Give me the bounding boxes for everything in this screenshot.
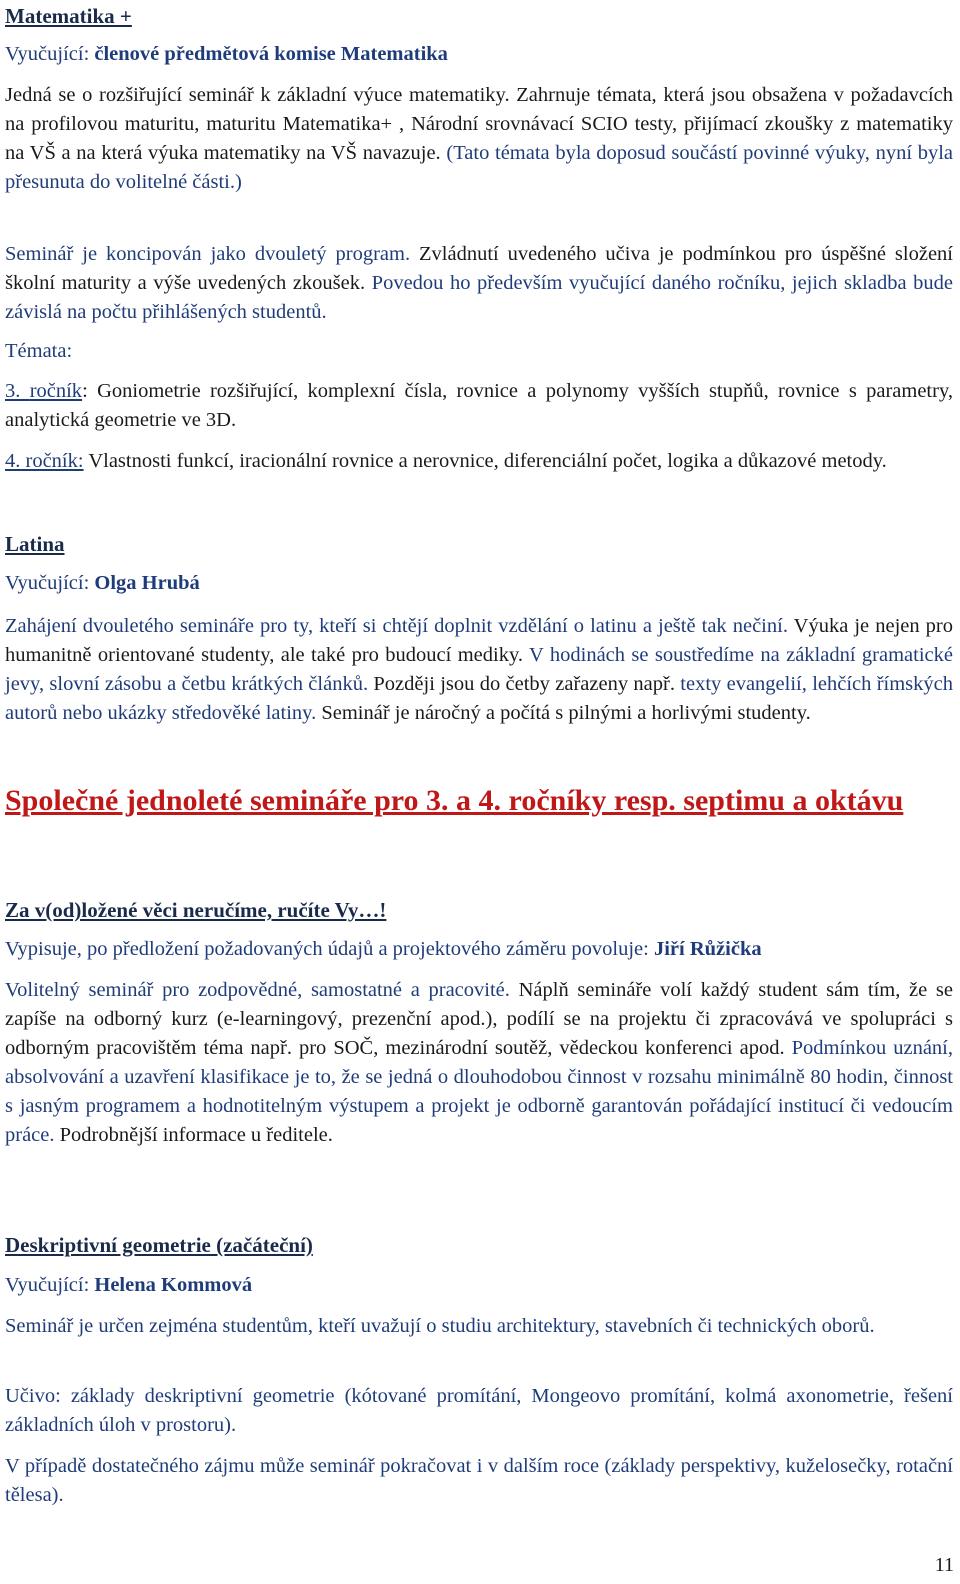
paragraph-matematika-program [5, 240, 953, 327]
text-segment: Později jsou do četby zařazeny např. [368, 673, 675, 695]
text-segment: Podmínkou uznání, absolvování a uzavření klasifikace je to, že se jedná o dlouhodobou činnost v rozsahu minimálně 80 hodin, činnost s jasným programem a hodnotitelným výstupem a projekt je odborně garantován pořádající institucí či vedoucím práce. [5, 1037, 953, 1146]
text-segment: V hodinách se soustředíme na základní gramatické jevy, slovní zásobu a četbu krátkých článků. [5, 644, 953, 695]
paragraph-projects [5, 976, 953, 1150]
paragraph-year-3 [5, 377, 953, 435]
text-segment: (Tato témata byla doposud součástí povinné výuky, nyní byla přesunuta do volitelné části.) [5, 142, 953, 193]
text-segment: 3. [5, 380, 30, 402]
text-segment: Jedná se o rozšiřující seminář k základní výuce matematiky. Zahrnuje témata, která jsou obsažena v požadavcích na profilovou maturitu, maturitu Matematika+ , Národní srovnávací SCIO testy, přijímací zkoušky z matematiky na VŠ a na která výuka matematiky na VŠ navazuje. [5, 84, 953, 164]
text-segment: texty evangelií, lehčích římských autorů nebo ukázky středověké latiny. [5, 673, 953, 724]
paragraph-descriptive-3: V případě dostatečného zájmu může seminář pokračovat i v dalším roce (základy perspektivy, kuželosečky, rotační tělesa). [5, 1455, 953, 1506]
section-heading-projects: Za v(od)ložené věci neručíme, ručíte Vy…! [5, 898, 387, 922]
issuer-name: Jiří Růžička [653, 938, 762, 960]
teacher-label: Vyučující: [5, 572, 95, 594]
section-heading-descriptive-geometry: Deskriptivní geometrie (začáteční) [5, 1233, 313, 1257]
section-heading-common-seminars: Společné jednoleté semináře pro 3. a 4. ročníky resp. septimu a oktávu [5, 784, 904, 817]
text-segment: : Goniometrie rozšiřující, komplexní čísla, rovnice a polynomy vyšších stupňů, rovnice s parametry, analytická geometrie ve 3D. [5, 380, 954, 431]
text-segment: Náplň semináře volí každý student sám tím, že se zapíše na odborný kurz (e-learningový, prezenční apod.), podílí se na projektu či zpracovává ve spolupráci s odborným pracovištěm téma např. pro SOČ, mezinárodní soutěž, vědeckou konferenci apod. [5, 979, 954, 1059]
text-segment: 4. [5, 450, 26, 472]
text-segment: Seminář je koncipován jako dvouletý program. [5, 243, 411, 265]
teacher-line-descriptive [5, 1271, 953, 1300]
text-segment: Podrobnější informace u ředitele. [54, 1124, 333, 1146]
text-segment: ročník: [25, 450, 84, 472]
teacher-name: Helena Kommová [94, 1274, 253, 1296]
text-segment: ročník [29, 380, 83, 402]
page-number: 11 [934, 1554, 954, 1576]
teacher-name: členové předmětová komise Matematika [94, 43, 448, 65]
paragraph-year-4 [5, 447, 953, 476]
section-heading-matematika: Matematika + [5, 4, 132, 28]
text-segment: Výuka je nejen pro humanitně orientované studenty, ale také pro budoucí mediky. [5, 615, 953, 666]
teacher-name: Olga Hrubá [94, 572, 200, 594]
section-heading-latina: Latina [5, 532, 65, 556]
paragraph-latina [5, 612, 953, 728]
text-segment: Vlastnosti funkcí, iracionální rovnice a nerovnice, diferenciální počet, logika a důkazové metody. [83, 450, 887, 472]
text-segment: Zvládnutí uvedeného učiva je podmínkou pro úspěšné složení školní maturity a výše uvedených zkoušek. [5, 243, 953, 294]
text-segment: Povedou ho především vyučující daného ročníku, jejich skladba bude závislá na počtu přihlášených studentů. [5, 272, 953, 323]
text-segment: Volitelný seminář pro zodpovědné, samostatné a pracovité. [5, 979, 510, 1001]
paragraph-descriptive-2: Učivo: základy deskriptivní geometrie (kótované promítání, Mongeovo promítání, kolmá axonometrie, řešení základních úloh v prostoru). [5, 1385, 953, 1436]
text-segment: Zahájení dvouletého semináře pro ty, kteří si chtějí doplnit vzdělání o latinu a ještě tak nečiní. [5, 615, 788, 637]
topics-label: Témata: [5, 340, 73, 362]
teacher-label: Vyučující: [5, 43, 95, 65]
teacher-label: Vyučující: [5, 1274, 95, 1296]
text-segment: Seminář je náročný a počítá s pilnými a horlivými studenty. [316, 702, 811, 724]
teacher-line-matematika [5, 40, 953, 69]
teacher-line-latina [5, 569, 953, 598]
issuer-line [5, 935, 953, 964]
issuer-label: Vypisuje, po předložení požadovaných údajů a projektového záměru povoluje: [5, 938, 654, 960]
paragraph-matematika-intro [5, 81, 953, 197]
paragraph-descriptive-1: Seminář je určen zejména studentům, kteří uvažují o studiu architektury, stavebních či technických oborů. [5, 1315, 875, 1337]
